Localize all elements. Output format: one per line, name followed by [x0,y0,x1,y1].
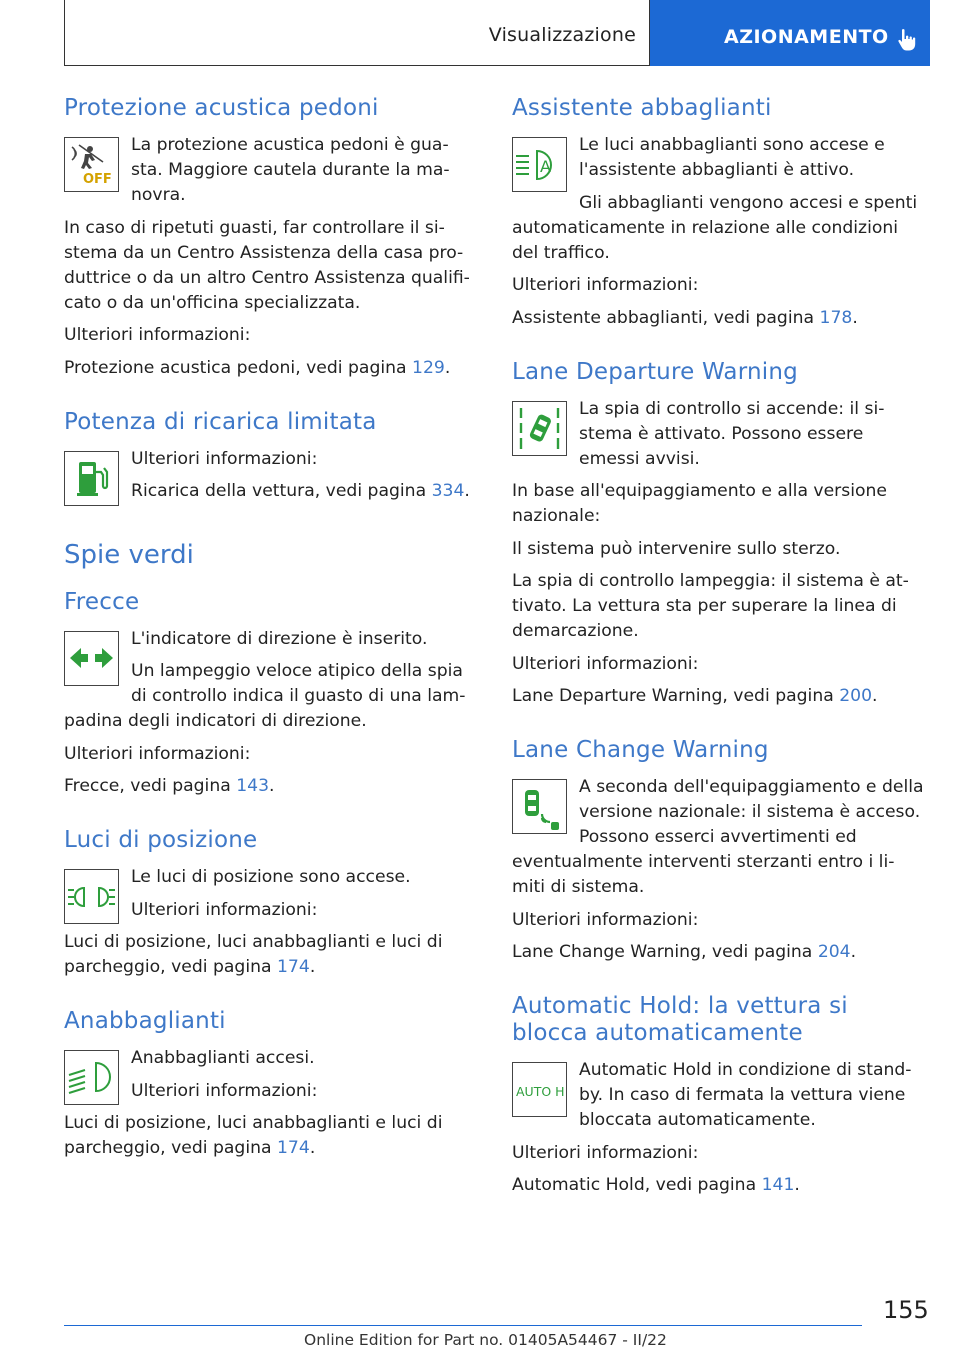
icon-auto-h-text: AUTO H [516,1084,565,1099]
chapter-title-green-lights: Spie verdi [64,539,194,570]
low-beam-icon [64,1050,119,1105]
lane-departure-icon [512,401,567,456]
paragraph: La protezione acustica pedoni è gua-sta. Maggiore cautela durante la ma-novra. [131,135,450,205]
footer-edition: Online Edition for Part no. 01405A54467 - II/22 [304,1331,667,1349]
section-title: Potenza di ricarica limitata [64,408,377,435]
section-lane-departure-warning [512,359,924,710]
paragraph: Automatic Hold in condizione di stand-by. In caso di fermata la vettura viene bloccata automaticamente. [579,1060,912,1130]
paragraph: Luci di posizione, luci anabbaglianti e luci di parcheggio, vedi pagina 174. [64,932,443,977]
paragraph: Ulteriori informazioni: [64,743,251,764]
auto-hold-icon [512,1062,567,1117]
page-link[interactable]: 204 [817,942,851,962]
page-link[interactable]: 143 [236,776,270,796]
high-beam-assistant-icon [512,137,567,192]
paragraph: Frecce, vedi pagina 143. [64,776,275,796]
paragraph: Le luci anabbaglianti sono accese e l'assistente abbaglianti è attivo. [579,135,885,180]
page-link[interactable]: 129 [412,357,445,378]
paragraph: Ulteriori informazioni: [131,899,318,920]
paragraph: Ulteriori informazioni: [512,275,699,295]
pedestrian-sound-off-icon [64,137,119,192]
position-lights-icon [64,869,119,924]
page-number: 155 [883,1296,929,1324]
page-link[interactable]: 141 [761,1175,795,1195]
page-link[interactable]: 200 [839,686,873,706]
paragraph: Ulteriori informazioni: [64,325,251,345]
paragraph: La spia di controllo si accende: il si-stema è attivato. Possono essere emessi avvisi. [579,398,885,469]
paragraph: A seconda dell'equipaggiamento e della versione nazionale: il sistema è acceso. Possono esserci avvertimenti ed eventualmente interventi sterzanti entro i li-miti di sistema. [512,777,924,897]
section-pedestrian-warning [64,95,476,381]
section-title: Automatic Hold: la vettura si blocca automaticamente [512,993,848,1046]
section-lane-change-warning [512,737,924,965]
paragraph: Protezione acustica pedoni, vedi pagina 129. [64,357,451,378]
header-chapter-tab[interactable] [650,0,930,66]
paragraph: Ulteriori informazioni: [131,448,318,469]
section-limited-charging [64,409,476,512]
page-link[interactable]: 178 [819,307,853,328]
icon-off-text: OFF [83,172,112,187]
section-turn-signals [64,589,476,800]
section-position-lights [64,827,476,980]
paragraph: Ulteriori informazioni: [512,653,699,674]
paragraph: Lane Departure Warning, vedi pagina 200. [512,686,878,706]
section-title: Assistente abbaglianti [512,95,772,121]
lane-change-icon [512,779,567,834]
section-title: Frecce [64,588,140,615]
page-link[interactable]: 174 [277,1138,310,1158]
page-link[interactable]: 174 [277,957,310,977]
paragraph: Automatic Hold, vedi pagina 141. [512,1175,800,1195]
paragraph: Anabbaglianti accesi. [131,1048,315,1068]
paragraph: Ulteriori informazioni: [512,1142,699,1163]
paragraph: Le luci di posizione sono accese. [131,867,411,887]
paragraph: Ulteriori informazioni: [131,1080,318,1101]
charging-pump-icon [64,451,119,506]
section-low-beam [64,1008,476,1161]
section-high-beam-assistant [512,95,924,331]
page-header [64,0,930,66]
section-title: Luci di posizione [64,827,258,853]
section-title: Protezione acustica pedoni [64,95,379,121]
right-column [512,95,924,1226]
paragraph: Il sistema può intervenire sullo sterzo. [512,538,841,559]
icon-a-text: A [540,157,551,176]
paragraph: Ulteriori informazioni: [512,909,699,930]
paragraph: Assistente abbaglianti, vedi pagina 178. [512,307,858,328]
paragraph: In caso di ripetuti guasti, far controllare il si-stema da un Centro Assistenza della casa pro-duttrice o da un altro Centro Assistenza qualifi-cato o da un'officina specializzata. [64,217,470,313]
left-column [64,95,476,1189]
header-section-box [64,0,650,66]
hand-pointer-icon [896,28,918,52]
header-chapter-label: AZIONAMENTO [724,26,889,48]
paragraph: Ricarica della vettura, vedi pagina 334. [131,481,470,501]
paragraph: La spia di controllo lampeggia: il sistema è at-tivato. La vettura sta per superare la linea di demarcazione. [512,571,909,641]
section-title: Lane Departure Warning [512,358,798,385]
paragraph: Un lampeggio veloce atipico della spia di controllo indica il guasto di una lam-padina degli indicatori di direzione. [64,661,466,731]
paragraph: Gli abbaglianti vengono accesi e spenti automaticamente in relazione alle condizioni del traffico. [512,192,918,263]
header-section-label: Visualizzazione [488,24,636,46]
section-automatic-hold [512,993,924,1198]
paragraph: Lane Change Warning, vedi pagina 204. [512,942,857,962]
turn-signal-arrows-icon [64,631,119,686]
paragraph: In base all'equipaggiamento e alla versione nazionale: [512,481,887,526]
paragraph: Luci di posizione, luci anabbaglianti e luci di parcheggio, vedi pagina 174. [64,1113,443,1158]
paragraph: L'indicatore di direzione è inserito. [131,628,428,649]
section-title: Anabbaglianti [64,1008,226,1034]
page-link[interactable]: 334 [431,481,465,501]
footer-divider [64,1325,862,1326]
section-title: Lane Change Warning [512,737,769,763]
